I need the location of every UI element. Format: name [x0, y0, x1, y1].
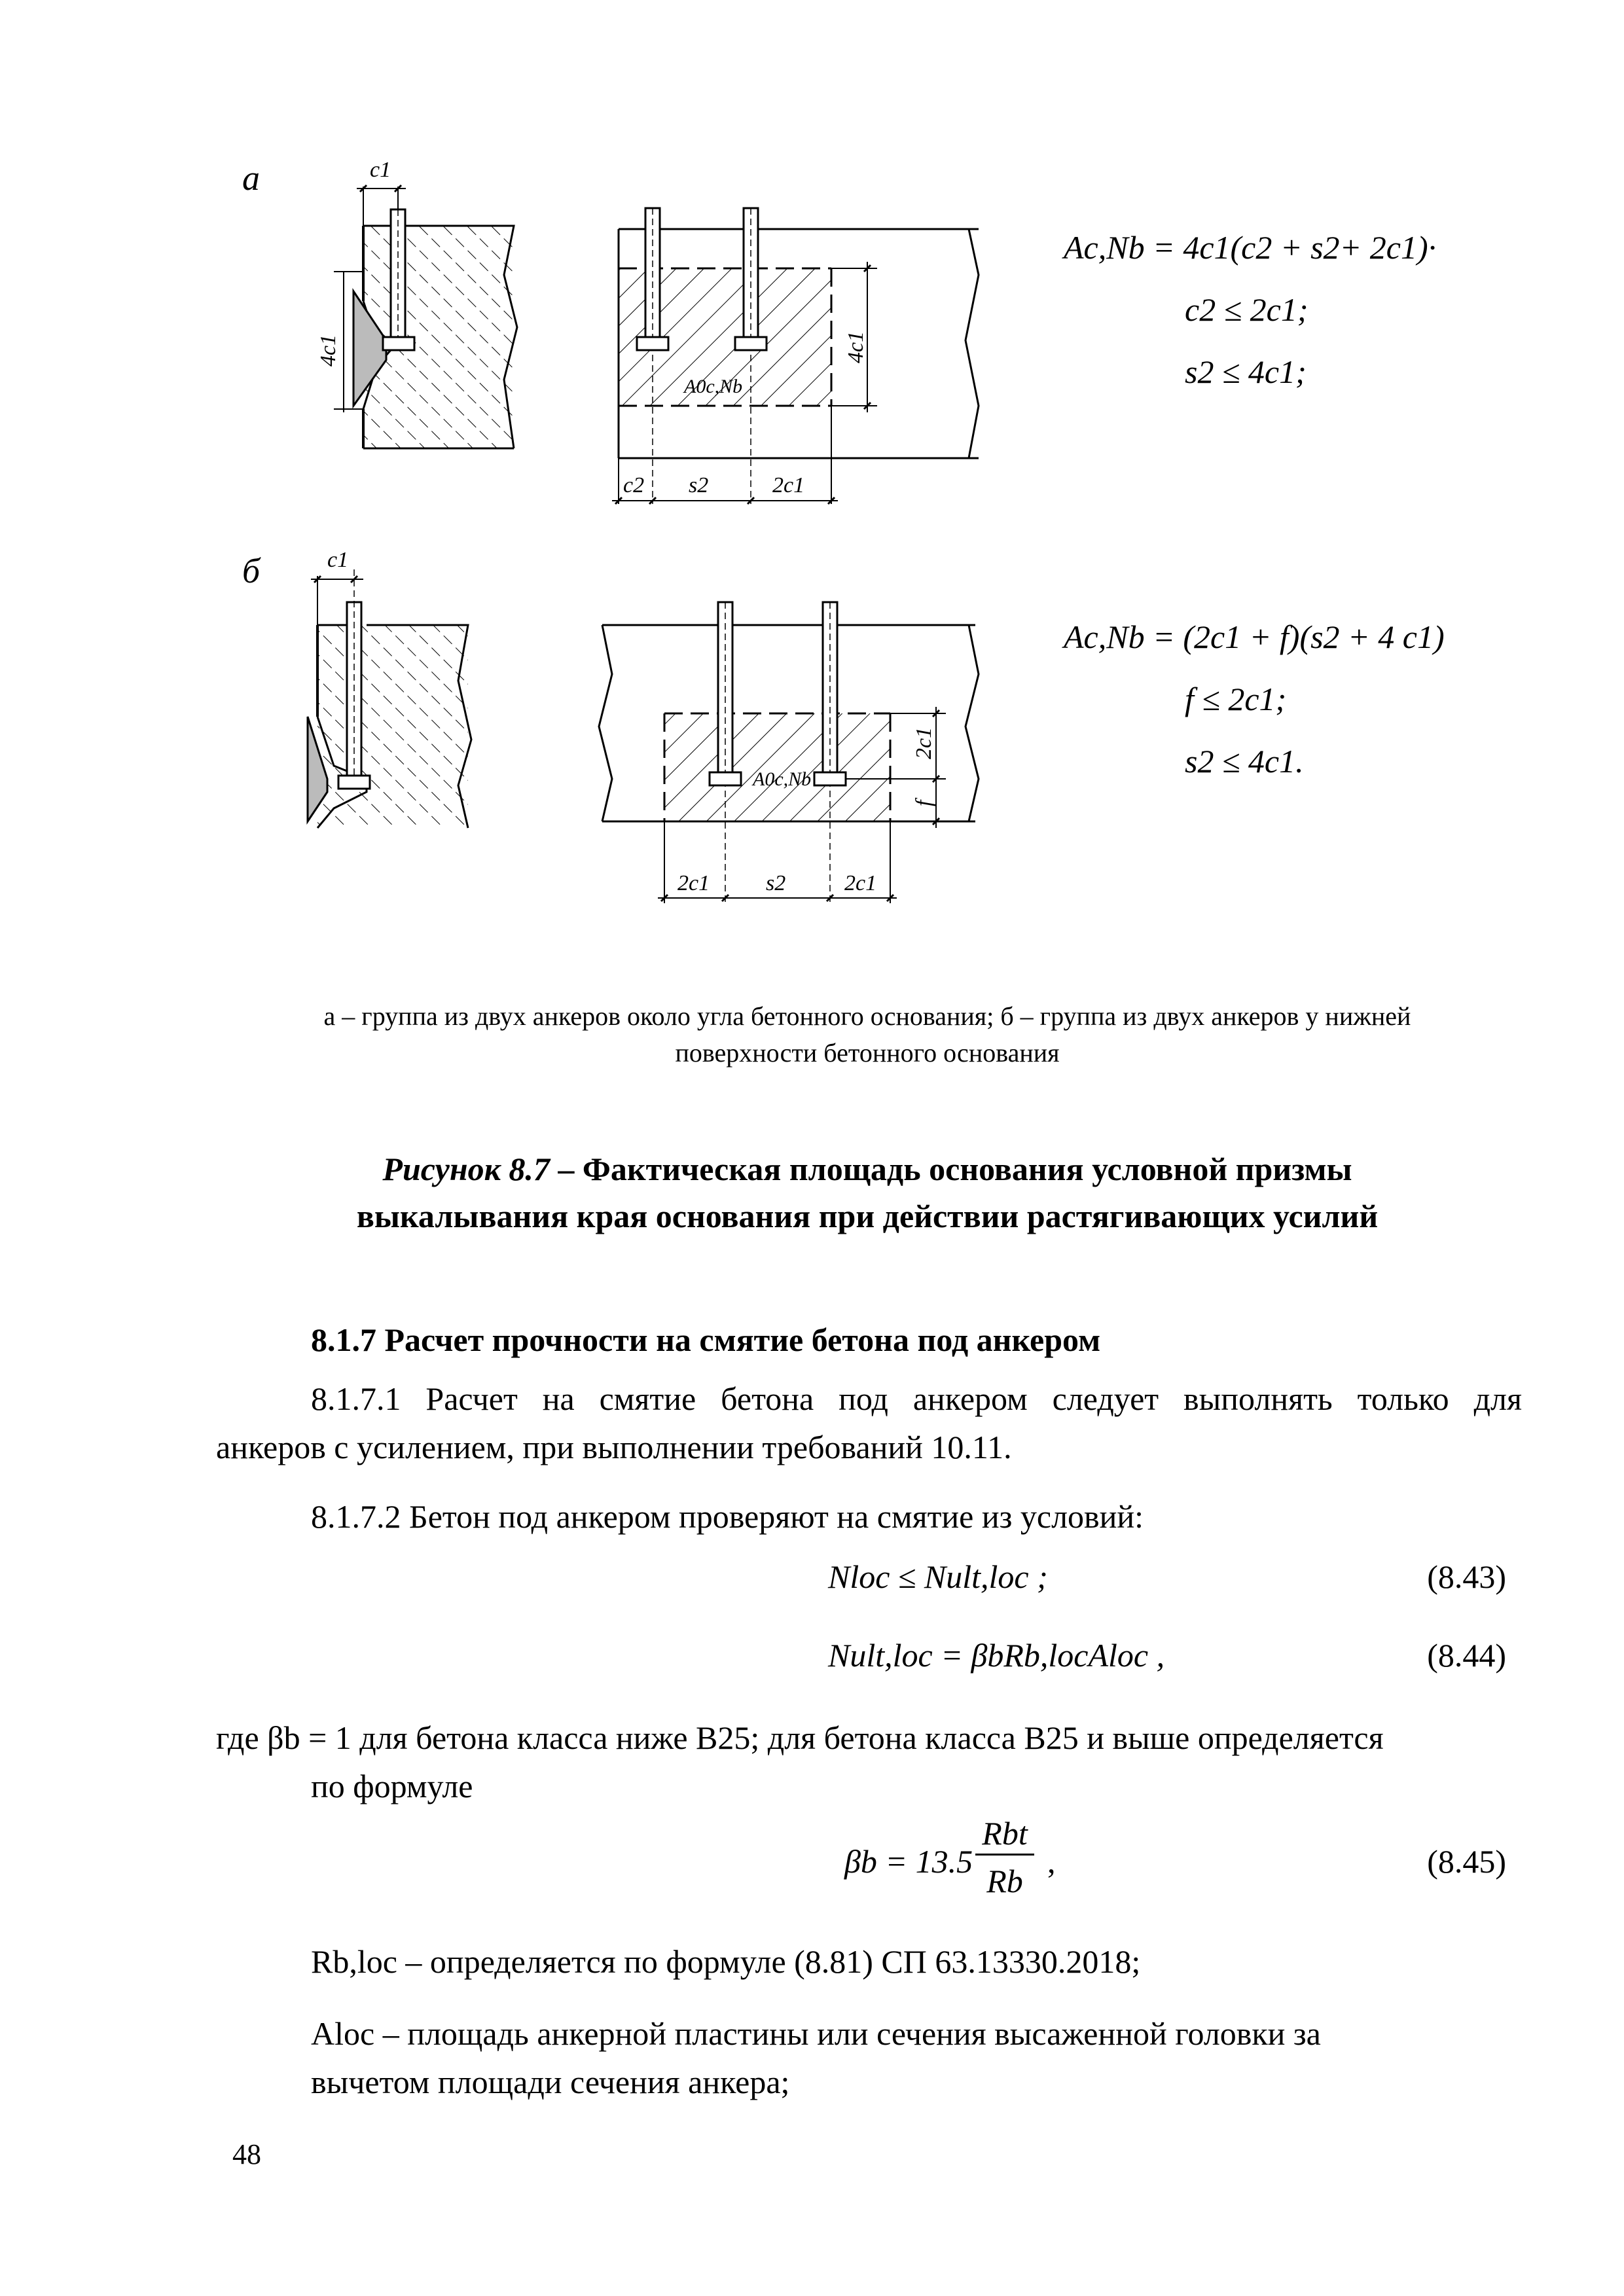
- equation-8-45-lhs: βb = 13.5: [844, 1843, 973, 1880]
- paragraph-8-1-7-1-line-2: анкеров с усилением, при выполнении требований 10.11.: [216, 1429, 1012, 1465]
- panel-a-area-label: A0c,Nb: [684, 376, 743, 397]
- aloc-definition-line-1: Aloc – площадь анкерной пластины или сечения высаженной головки за: [311, 2015, 1321, 2052]
- figure-caption: [216, 998, 1519, 1071]
- caption-line-1: а – группа из двух анкеров около угла бетонного основания; б – группа из двух анкеров у нижней: [323, 1001, 1411, 1031]
- figure-title-line-2: выкалывания края основания при действии растягивающих усилий: [356, 1198, 1379, 1234]
- equation-8-45-fraction-bar: [975, 1854, 1034, 1856]
- panel-a-label: а: [242, 158, 260, 198]
- figure-title-line-1: – Фактическая площадь основания условной призмы: [549, 1151, 1352, 1187]
- panel-b-formula-2: f ≤ 2c1;: [1185, 681, 1287, 717]
- panel-a-dim-4c1-left: 4c1: [316, 334, 340, 367]
- figure-title: [216, 1145, 1519, 1240]
- panel-a-dim-c2: c2: [623, 473, 645, 497]
- panel-a-side-section: [334, 185, 517, 448]
- figure-8-7: [0, 0, 1624, 982]
- paragraph-8-1-7-2: 8.1.7.2 Бетон под анкером проверяют на смятие из условий:: [311, 1498, 1144, 1535]
- equation-8-43-number: (8.43): [1427, 1558, 1506, 1595]
- where-line-2: по формуле: [311, 1768, 473, 1804]
- panel-b-formula-3: s2 ≤ 4c1.: [1185, 743, 1304, 780]
- equation-8-44-number: (8.44): [1427, 1637, 1506, 1674]
- panel-b-label: б: [242, 551, 261, 590]
- paragraph-8-1-7-1-line-1: [311, 1374, 1522, 1423]
- figure-title-prefix: Рисунок 8.7: [382, 1151, 550, 1187]
- panel-a-formula-1: Ac,Nb = 4c1(c2 + s2+ 2c1)·: [1064, 229, 1437, 266]
- page-number: 48: [232, 2138, 261, 2170]
- panel-b-area-label: A0c,Nb: [753, 768, 812, 790]
- panel-b-dim-c1: c1: [327, 548, 349, 572]
- panel-a-plan-view: [612, 208, 979, 504]
- panel-b-formula-1: Ac,Nb = (2c1 + f)(s2 + 4 c1): [1064, 619, 1445, 655]
- panel-b-dim-2c1-right-bottom: 2c1: [844, 871, 877, 895]
- section-heading: 8.1.7 Расчет прочности на смятие бетона под анкером: [311, 1321, 1101, 1358]
- panel-b-dim-s2: s2: [766, 871, 786, 895]
- panel-a-dim-2c1: 2c1: [772, 473, 805, 497]
- equation-8-45-numerator: Rbt: [982, 1815, 1028, 1852]
- panel-a-formula-3: s2 ≤ 4c1;: [1185, 353, 1307, 390]
- equation-8-44: Nult,loc = βbRb,locAloc ,: [828, 1637, 1165, 1674]
- equation-8-45-number: (8.45): [1427, 1843, 1506, 1880]
- panel-a-dim-4c1-right: 4c1: [844, 331, 868, 363]
- where-line-1: где βb = 1 для бетона класса ниже B25; для бетона класса B25 и выше определяется: [216, 1719, 1384, 1756]
- equation-8-43: Nloc ≤ Nult,loc ;: [828, 1558, 1048, 1595]
- aloc-definition-line-2: вычетом площади сечения анкера;: [311, 2064, 790, 2100]
- panel-a-formula-2: c2 ≤ 2c1;: [1185, 291, 1308, 328]
- panel-b-dim-2c1-left: 2c1: [677, 871, 710, 895]
- panel-b-dim-2c1-right: 2c1: [912, 726, 936, 759]
- panel-a-dim-s2: s2: [689, 473, 709, 497]
- caption-line-2: поверхности бетонного основания: [675, 1038, 1060, 1067]
- equation-8-45-denominator: Rb: [986, 1863, 1023, 1899]
- p1-line1: 8.1.7.1 Расчет на смятие бетона под анкером следует выполнять только для: [311, 1380, 1522, 1417]
- rbloc-definition: Rb,loc – определяется по формуле (8.81) СП 63.13330.2018;: [311, 1943, 1141, 1980]
- equation-8-45-tail: ,: [1047, 1843, 1056, 1880]
- panel-b-dim-f: f: [912, 800, 936, 806]
- panel-a-dim-c1: c1: [370, 158, 391, 182]
- panel-b-side-section: [308, 569, 471, 828]
